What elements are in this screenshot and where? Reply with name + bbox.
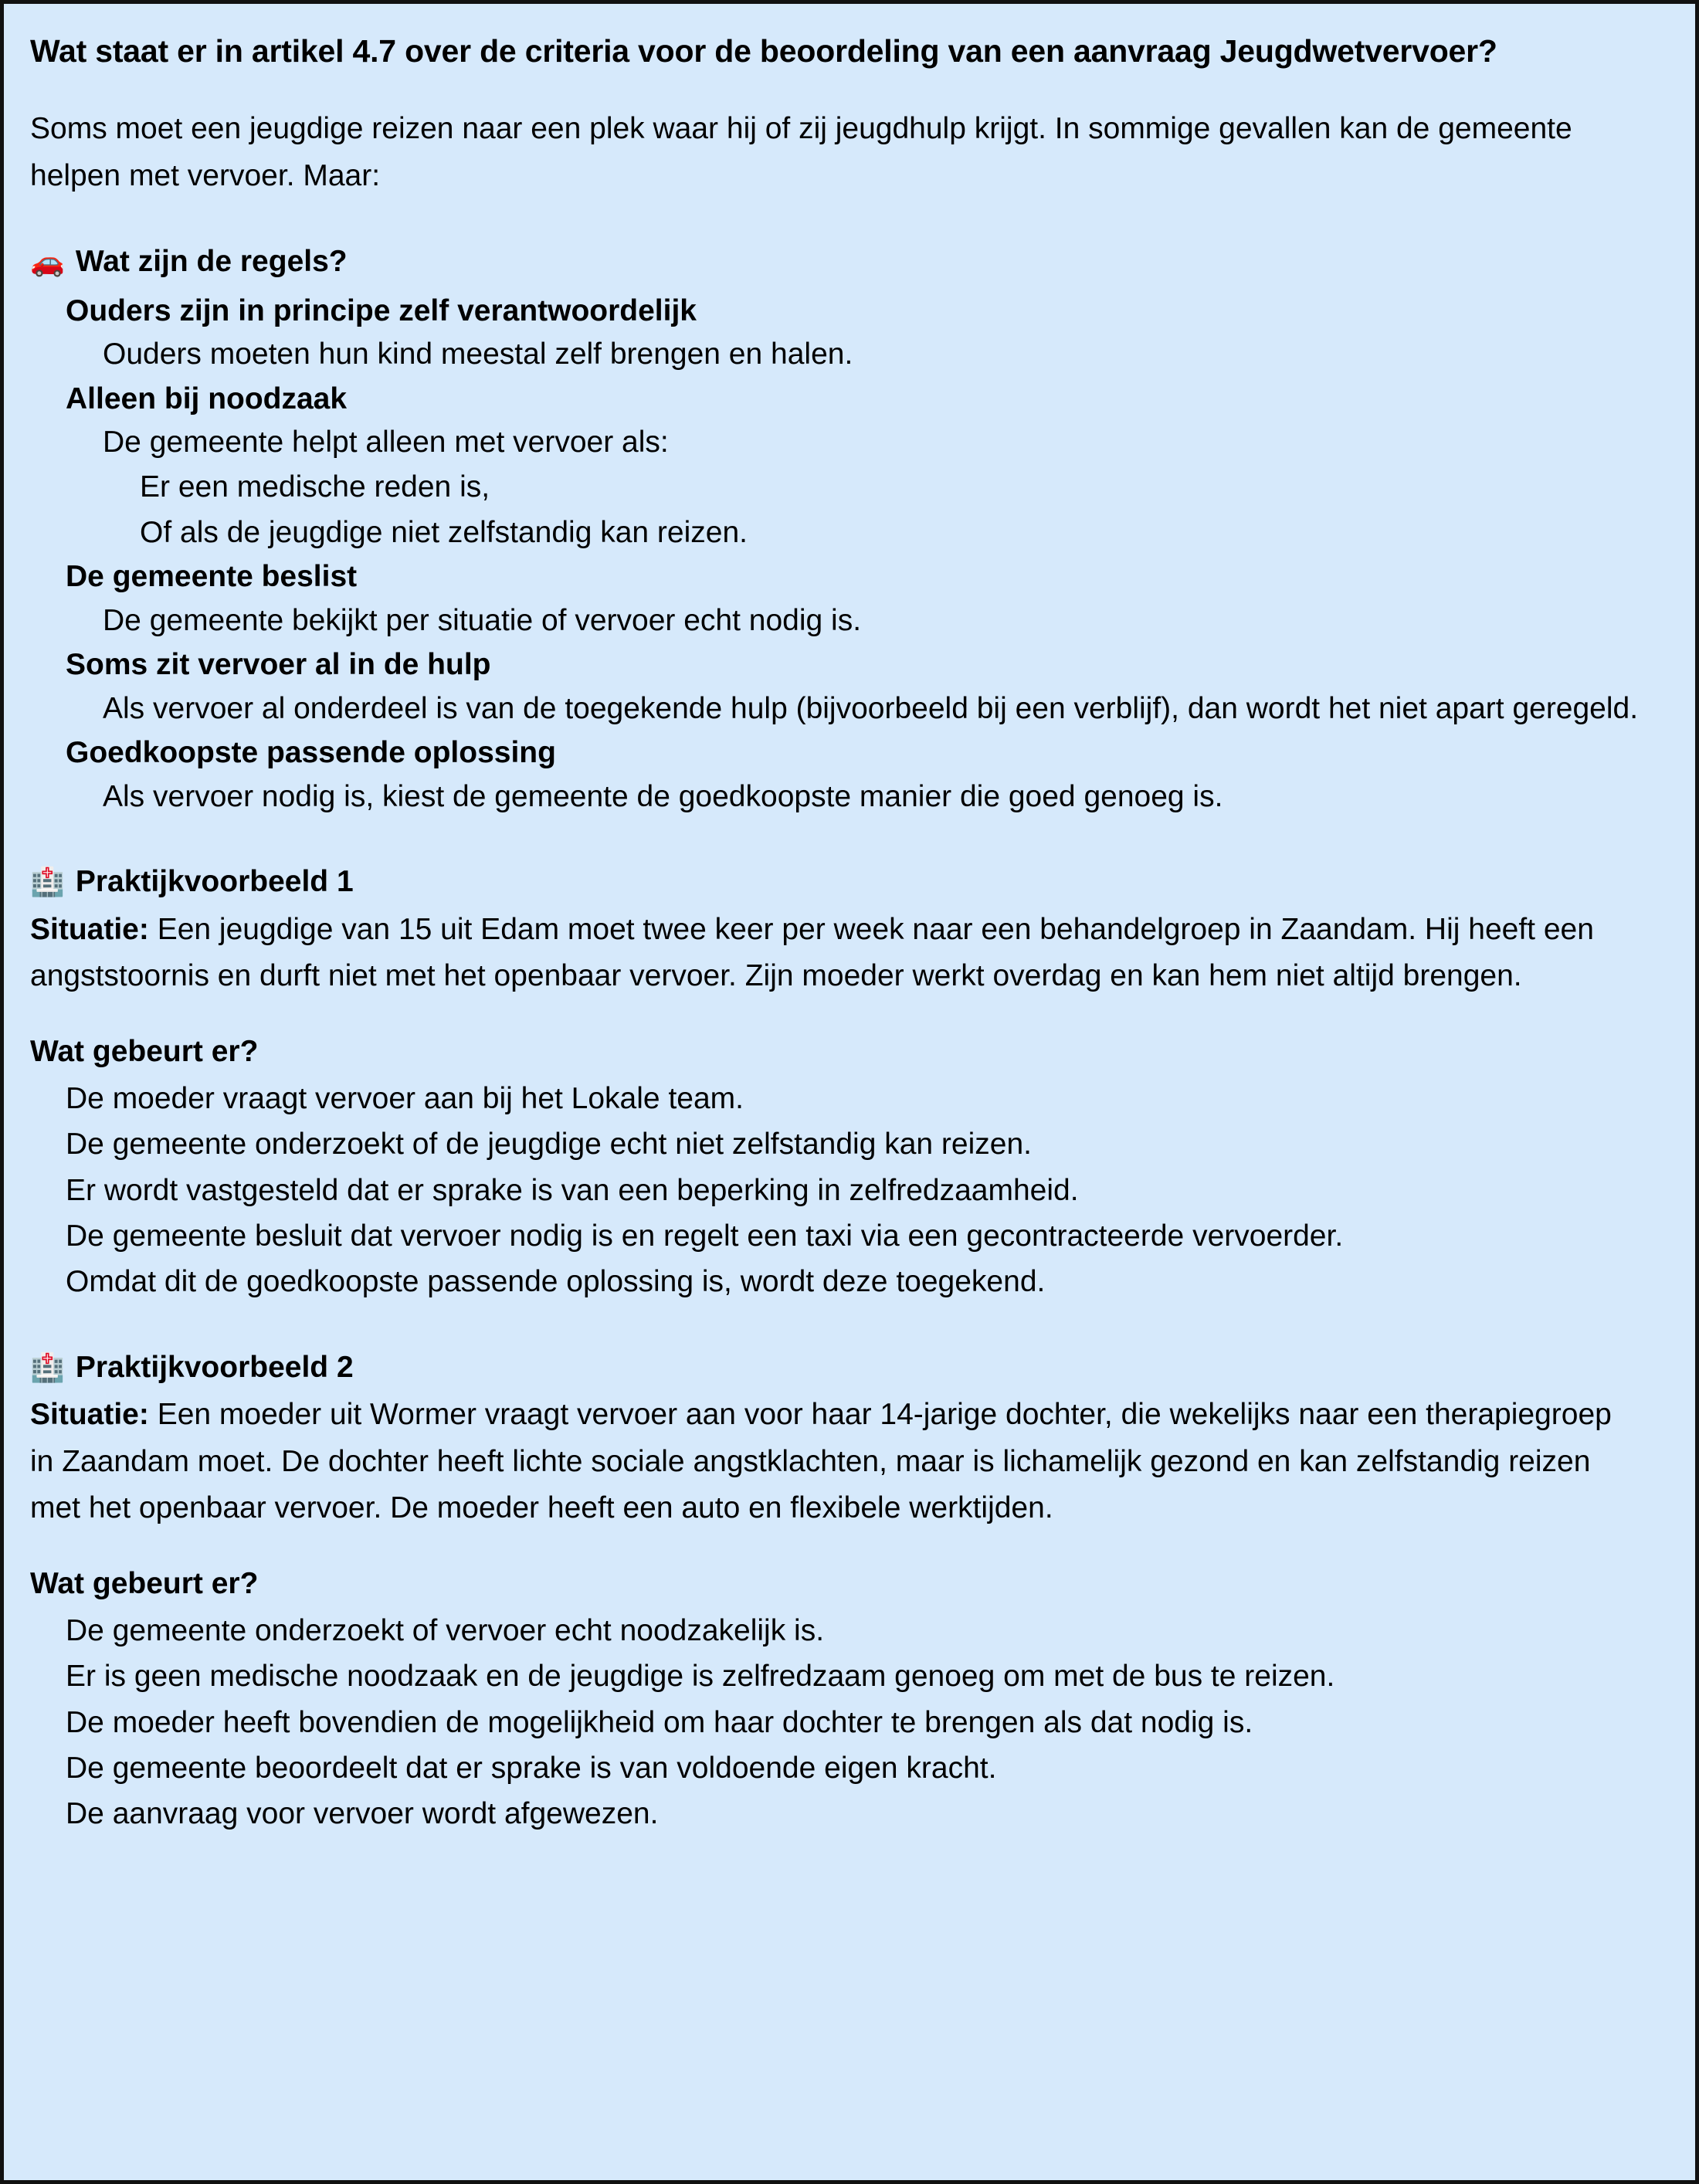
spacer <box>30 1532 1669 1563</box>
example-2-steps <box>30 1608 1669 1836</box>
rule-item: Goedkoopste passende oplossing <box>66 736 556 770</box>
situation-label: Situatie: <box>30 1398 149 1432</box>
rule-item: Er een medische reden is, <box>140 470 490 504</box>
car-emoji: 🚗 <box>30 245 65 277</box>
rule-item: Ouders zijn in principe zelf verantwoordelijk <box>66 293 697 327</box>
step-item: Er is geen medische noodzaak en de jeugdige is zelfredzaam genoeg om met de bus te reizen. <box>66 1660 1335 1694</box>
example-2-heading-label: Praktijkvoorbeeld 2 <box>75 1350 354 1384</box>
rule-item: Als vervoer nodig is, kiest de gemeente de goedkoopste manier die goed genoeg is. <box>103 779 1223 813</box>
example-1-steps <box>30 1076 1669 1304</box>
rule-item: De gemeente helpt alleen met vervoer als: <box>103 425 669 459</box>
step-item: Er wordt vastgesteld dat er sprake is van een beperking in zelfredzaamheid. <box>66 1173 1079 1207</box>
rule-item: Soms zit vervoer al in de hulp <box>66 648 491 682</box>
situation-label: Situatie: <box>30 912 149 946</box>
spacer <box>30 1305 1669 1348</box>
step-item: De gemeente besluit dat vervoer nodig is en regelt een taxi via een gecontracteerde vervoerder. <box>66 1219 1344 1253</box>
example-1-situation <box>30 907 1636 1000</box>
rule-item: Alleen bij noodzaak <box>66 382 348 415</box>
example-2-outcome-heading: Wat gebeurt er? <box>30 1566 259 1600</box>
example-2-situation <box>30 1392 1636 1531</box>
step-item: De gemeente onderzoekt of de jeugdige echt niet zelfstandig kan reizen. <box>66 1128 1032 1162</box>
rule-item: Als vervoer al onderdeel is van de toegekende hulp (bijvoorbeeld bij een verblijf), dan wordt het niet apart geregeld. <box>103 691 1639 725</box>
step-item: De gemeente onderzoekt of vervoer echt noodzakelijk is. <box>66 1614 825 1648</box>
rule-item: Ouders moeten hun kind meestal zelf brengen en halen. <box>103 337 853 371</box>
step-item: De moeder heeft bovendien de mogelijkheid om haar dochter te brengen als dat nodig is. <box>66 1705 1253 1739</box>
spacer <box>30 1000 1669 1031</box>
hospital-emoji: 🏥 <box>30 1351 65 1383</box>
intro-paragraph: Soms moet een jeugdige reizen naar een plek waar hij of zij jeugdhulp krijgt. In sommige gevallen kan de gemeente helpen met vervoer. Maar: <box>30 112 1572 192</box>
step-item: De aanvraag voor vervoer wordt afgewezen. <box>66 1797 659 1831</box>
rules-list <box>30 290 1669 819</box>
spacer <box>30 819 1669 863</box>
example-1-heading <box>30 863 1669 902</box>
hospital-emoji: 🏥 <box>30 866 65 898</box>
example-1-outcome-heading: Wat gebeurt er? <box>30 1034 259 1068</box>
situation-text: Een jeugdige van 15 uit Edam moet twee keer per week naar een behandelgroep in Zaandam. Hij heeft een angststoornis en durft niet met het openbaar vervoer. Zijn moeder werkt overdag en kan hem niet altijd brengen. <box>30 912 1594 993</box>
spacer <box>30 199 1669 242</box>
situation-text: Een moeder uit Wormer vraagt vervoer aan voor haar 14-jarige dochter, die wekelijks naar een therapiegroep in Zaandam moet. De dochter heeft lichte sociale angstklachten, maar is lichamelijk gezond en kan zelfstandig reizen met het openbaar vervoer. De moeder heeft een auto en flexibele werktijden. <box>30 1398 1612 1525</box>
rule-item: Of als de jeugdige niet zelfstandig kan reizen. <box>140 515 748 549</box>
rules-section-heading <box>30 242 1669 282</box>
rules-heading-label: Wat zijn de regels? <box>75 244 348 278</box>
rule-item: De gemeente bekijkt per situatie of vervoer echt nodig is. <box>103 603 862 637</box>
page-title: Wat staat er in artikel 4.7 over de criteria voor de beoordeling van een aanvraag Jeugdwetvervoer? <box>30 33 1497 69</box>
step-item: De moeder vraagt vervoer aan bij het Lokale team. <box>66 1082 744 1116</box>
step-item: Omdat dit de goedkoopste passende oplossing is, wordt deze toegekend. <box>66 1265 1046 1299</box>
example-2-heading <box>30 1348 1669 1388</box>
rule-item: De gemeente beslist <box>66 560 358 594</box>
example-1-heading-label: Praktijkvoorbeeld 1 <box>75 865 354 899</box>
step-item: De gemeente beoordeelt dat er sprake is van voldoende eigen kracht. <box>66 1751 997 1785</box>
